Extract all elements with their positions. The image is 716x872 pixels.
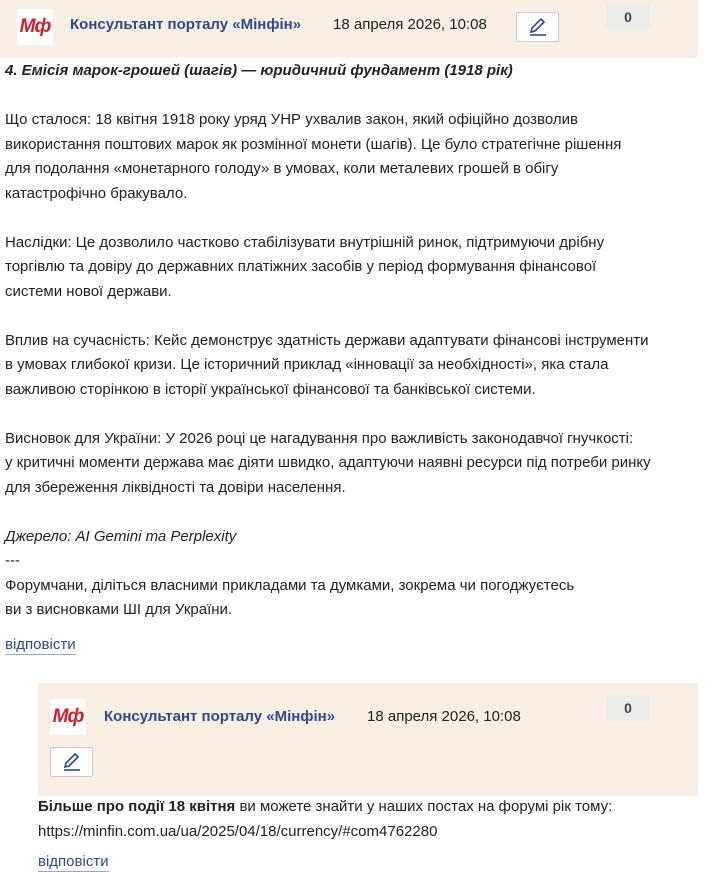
separator: --- xyxy=(5,552,20,569)
paragraph-line: важливою сторінкою в історії української фінансової та банківської системи. xyxy=(5,380,536,398)
paragraph-line: катастрофічно бракувало. xyxy=(5,184,188,202)
paragraph-line: Наслідки: Це дозволило частково стабілізувати внутрішній ринок, підтримуючи дрібну xyxy=(5,233,605,251)
vote-count[interactable]: 0 xyxy=(606,4,650,30)
author-name[interactable]: Консультант порталу «Мінфін» xyxy=(70,16,302,33)
closing-line: ви з висновками ШІ для України. xyxy=(5,601,233,618)
minfin-logo: Мф xyxy=(17,9,53,45)
author-name[interactable]: Консультант порталу «Мінфін» xyxy=(104,708,336,725)
post-date: 18 апреля 2026, 10:08 xyxy=(333,16,487,33)
minfin-logo: Мф xyxy=(50,699,86,735)
paragraph-line: використання поштових марок як розмінної монети (шагів). Це було стратегічне рішення xyxy=(5,135,622,153)
reply-bold-text: Більше про події 18 квітня xyxy=(38,798,236,815)
paragraph-line: Висновок для України: У 2026 році це нагадування про важливість законодавчої гнучкості: xyxy=(5,429,634,447)
source-line: Джерело: AI Gemini та Perplexity xyxy=(5,527,237,545)
pencil-icon xyxy=(527,17,549,37)
pencil-icon xyxy=(61,752,83,772)
edit-button[interactable] xyxy=(516,12,559,42)
paragraph-line: у критичні моменти держава має діяти швидко, адаптуючи наявні ресурси під потреби ринку xyxy=(5,454,651,471)
closing-line: Форумчани, діліться власними прикладами та думками, зокрема чи погоджуєтесь xyxy=(5,576,575,594)
vote-count[interactable]: 0 xyxy=(606,695,650,721)
edit-button[interactable] xyxy=(50,747,93,777)
paragraph-line: Що сталося: 18 квітня 1918 року уряд УНР ухвалив закон, який офіційно дозволив xyxy=(5,111,578,128)
paragraph-line: Вплив на сучасність: Кейс демонструє здатність держави адаптувати фінансові інструменти xyxy=(5,331,649,349)
post-header xyxy=(0,0,698,58)
reply-link[interactable]: відповісти xyxy=(38,853,109,870)
paragraph-line: для подолання «монетарного голоду» в умовах, коли металевих грошей в обігу xyxy=(5,160,559,177)
reply-link[interactable]: відповісти xyxy=(5,636,76,653)
paragraph-line: для збереження ліквідності та довіри населення. xyxy=(5,478,346,496)
paragraph-line: системи нової держави. xyxy=(5,282,172,300)
reply-url: https://minfin.com.ua/ua/2025/04/18/currency/#com4762280 xyxy=(38,822,438,840)
reply-header xyxy=(38,683,698,796)
reply-text: ви можете знайти у наших постах на форумі рік тому: xyxy=(235,798,613,815)
paragraph-line: в умовах глибокої кризи. Це історичний приклад «інновації за необхідності», яка стала xyxy=(5,356,609,373)
paragraph-line: торгівлю та довіру до державних платіжних засобів у період формування фінансової xyxy=(5,258,597,275)
post-body xyxy=(5,59,705,623)
post-date: 18 апреля 2026, 10:08 xyxy=(367,708,521,725)
reply-body xyxy=(38,795,708,844)
post-heading: 4. Емісія марок-грошей (шагів) — юридичний фундамент (1918 рік) xyxy=(5,62,513,79)
